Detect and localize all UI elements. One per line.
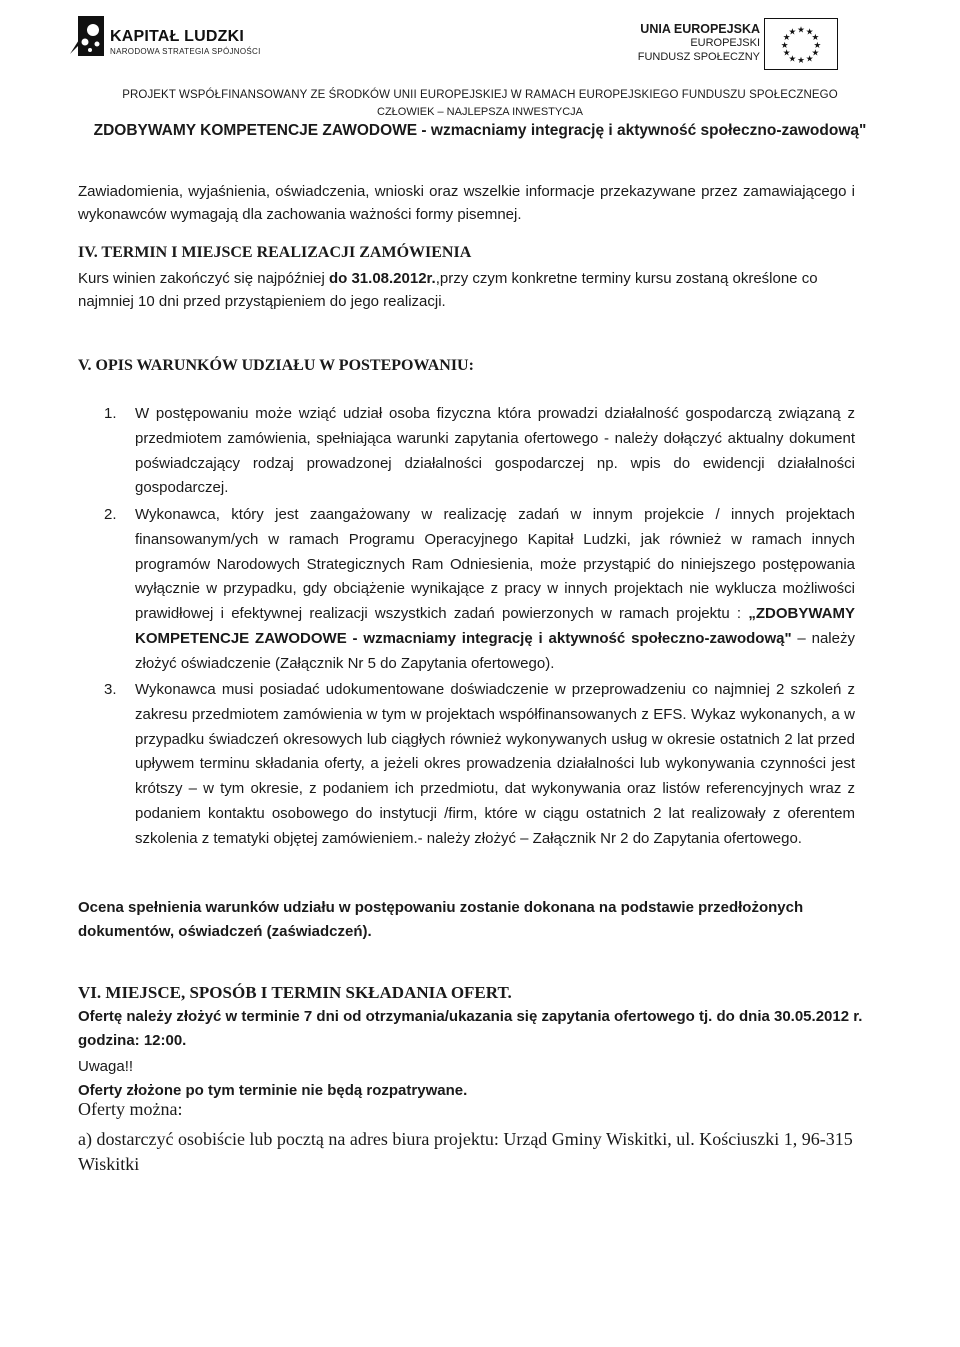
project-title-line: ZDOBYWAMY KOMPETENCJE ZAWODOWE - wzmacniamy integrację i aktywność społeczno-zawodową" <box>93 122 867 139</box>
kapital-ludzki-subtitle: NARODOWA STRATEGIA SPÓJNOŚCI <box>110 47 261 56</box>
term-text-after: ,przy czym konkretne terminy kursu zostaną określone co najmniej 10 dni przed przystąpieniem do jego realizacji. <box>78 270 818 310</box>
eu-line2: EUROPEJSKI <box>690 37 760 49</box>
term-deadline: do 31.08.2012r. <box>328 270 436 287</box>
list-item-number: 3. <box>104 681 117 698</box>
svg-text:★: ★ <box>805 27 814 38</box>
eu-logo <box>620 18 838 74</box>
term-text-before: Kurs winien zakończyć się najpóźniej <box>78 270 329 287</box>
svg-text:★: ★ <box>797 25 805 36</box>
list-item-number: 2. <box>104 506 117 523</box>
list-item: Wykonawca musi posiadać udokumentowane doświadczenie w przeprowadzeniu co najmniej 2 szkoleń z zakresu przedmiotem zamówienia w tym w projektach współfinansowanych z EFS. Wykaz wykonanych, a w przypadku świadczeń okresowych lub ciągłych również wykonywanych usług w okresie ostatnich 2 lat przed upływem terminu składania oferty, a jeżeli okres prowadzenia działalności lub wykonywania czynności jest krótszy – w tym okresie, z podaniem ich przedmiotu, dat wykonywania oraz listów referencyjnych wraz z podaniem kontaktu osobowego do instytucji /firm, które w ciągu ostatnich 2 lat realizowały z oferentem szkolenia z tematyki objętej zamówieniem.- należy złożyć – Załącznik Nr 2 do Zapytania ofertowego. <box>135 681 855 847</box>
svg-text:★: ★ <box>811 48 820 59</box>
item2-text: Wykonawca, który jest zaangażowany w realizację zadań w innym projekcie / innych projektach finansowanym/ych w ramach Programu Operacyjnego Kapitał Ludzki, jak również w ramach innych programów Narodowych Strategicznych Ram Odniesienia, może przystąpić do niniejszego postępowania wyłącznie w przypadku, gdy obciążenie wynikające z pracy w innych projektach nie wyklucza możliwości prawidłowej i efektywnej realizacji wszystkich zadań powierzonych w ramach projektu : <box>135 506 855 623</box>
eu-line1: UNIA EUROPEJSKA <box>640 22 760 36</box>
svg-text:★: ★ <box>811 33 820 44</box>
ocena-paragraph: Ocena spełnienia warunków udziału w postępowaniu zostanie dokonana na podstawie przedłożonych dokumentów, oświadczeń (zaświadczeń). <box>78 899 804 940</box>
eu-line3: FUNDUSZ SPOŁECZNY <box>637 51 760 63</box>
project-cofinancing-line: PROJEKT WSPÓŁFINANSOWANY ZE ŚRODKÓW UNII EUROPEJSKIEJ W RAMACH EUROPEJSKIEGO FUNDUSZU SPOŁECZNEGO <box>122 89 838 101</box>
uwaga-note: Uwaga!! <box>78 1058 134 1075</box>
delivery-option-a: a) dostarczyć osobiście lub pocztą na adres biura projektu: Urząd Gminy Wiskitki, ul. Kościuszki 1, 96-315 Wiskitki <box>78 1129 853 1174</box>
svg-text:★: ★ <box>813 40 822 51</box>
oferty-deadline-paragraph: Ofertę należy złożyć w terminie 7 dni od otrzymania/ukazania się zapytania ofertowego tj. do dnia 30.05.2012 r. godzina: 12:00. <box>78 1008 863 1049</box>
section-vi-heading: VI. MIEJSCE, SPOSÓB I TERMIN SKŁADANIA OFERT. <box>78 983 512 1002</box>
eu-stars-flag-icon <box>764 18 838 70</box>
kapital-ludzki-logo <box>68 14 278 62</box>
svg-text:★: ★ <box>780 40 789 51</box>
svg-text:★: ★ <box>782 33 791 44</box>
kapital-ludzki-title: KAPITAŁ LUDZKI <box>110 28 245 45</box>
kapital-ludzki-emblem-icon <box>68 14 106 58</box>
section-iv-heading: IV. TERMIN I MIEJSCE REALIZACJI ZAMÓWIENIA <box>78 244 472 261</box>
intro-paragraph: Zawiadomienia, wyjaśnienia, oświadczenia, wnioski oraz wszelkie informacje przekazywane przez zamawiającego i wykonawców wymagają dla zachowania ważności formy pisemnej. <box>78 183 855 223</box>
svg-text:★: ★ <box>797 56 805 67</box>
eu-logo-text <box>638 22 760 64</box>
svg-text:★: ★ <box>782 48 791 59</box>
list-item: W postępowaniu może wziąć udział osoba fizyczna która prowadzi działalność gospodarczą związaną z przedmiotem zamówienia, spełniająca warunki zapytania ofertowego - należy dołączyć aktualny dokument poświadczający rodzaj prowadzonej działalności gospodarczej np. wpis do ewidencji działalności gospodarczej. <box>135 405 855 497</box>
item2-project-name: „ZDOBYWAMY KOMPETENCJE ZAWODOWE - wzmacniamy integrację i aktywność społeczno-zawodową" <box>135 605 855 647</box>
svg-text:★: ★ <box>788 27 797 38</box>
svg-text:★: ★ <box>788 54 797 65</box>
late-offers-note: Oferty złożone po tym terminie nie będą rozpatrywane. <box>78 1082 468 1099</box>
list-item <box>135 503 855 677</box>
section-iv-paragraph <box>78 267 868 313</box>
project-slogan-line: CZŁOWIEK – NAJLEPSZA INWESTYCJA <box>377 106 583 118</box>
section-v-heading: V. OPIS WARUNKÓW UDZIAŁU W POSTEPOWANIU: <box>78 357 474 374</box>
oferty-mozna-label: Oferty można: <box>78 1099 183 1119</box>
list-item-number: 1. <box>104 405 117 422</box>
svg-text:★: ★ <box>805 54 814 65</box>
item2-after: – należy złożyć oświadczenie (Załącznik Nr 5 do Zapytania ofertowego). <box>135 629 855 672</box>
